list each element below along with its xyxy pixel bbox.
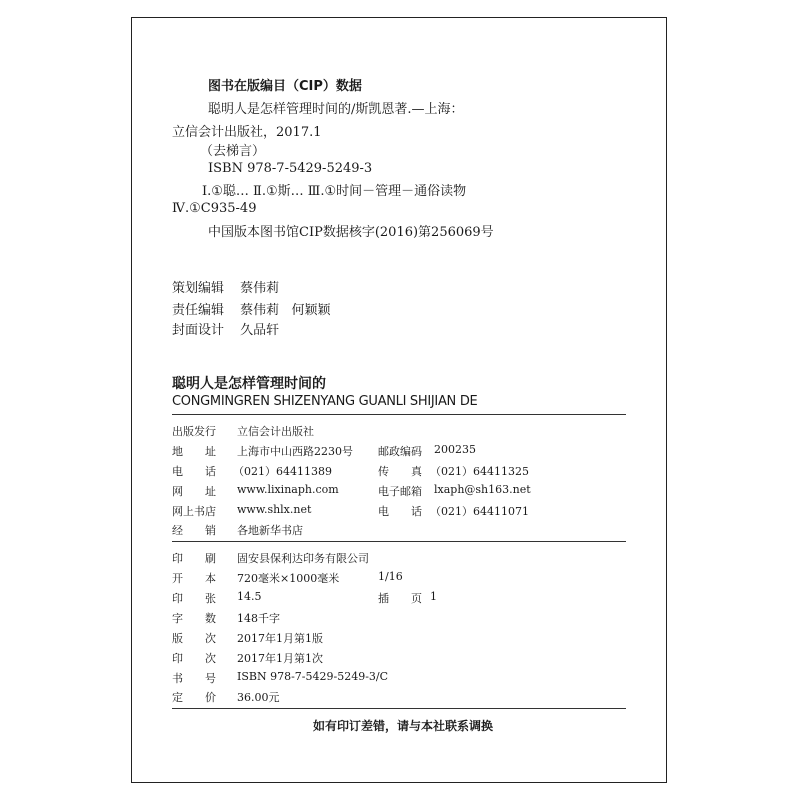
divider-top (172, 414, 626, 415)
editor-label: 策划编辑 (172, 281, 225, 296)
email-label: 电子邮箱 (378, 485, 422, 498)
online-store-label: 网上书店 (172, 505, 216, 518)
book-title-pinyin: CONGMINGREN SHIZENYANG GUANLI SHIJIAN DE (172, 394, 478, 409)
cip-line-2: 立信会计出版社，2017.1 (172, 125, 322, 140)
footer-notice: 如有印订差错，请与本社联系调换 (313, 719, 494, 733)
editor-label: 责任编辑 (172, 303, 225, 318)
insert-pages-value: 1 (430, 590, 437, 603)
editor-row-cover (172, 319, 279, 338)
postcode-value: 200235 (434, 443, 476, 456)
printing-value: 2017年1月第1次 (237, 652, 323, 665)
fax-value: （021）64411325 (430, 465, 529, 478)
book-title: 聪明人是怎样管理时间的 (172, 376, 326, 392)
isbn-label: 书 号 (172, 672, 216, 685)
publisher-label: 出版发行 (172, 425, 216, 438)
format-label: 开 本 (172, 572, 216, 585)
phone-label: 电 话 (172, 465, 216, 478)
editor-value: 久品轩 (240, 323, 280, 338)
cip-line-7: 中国版本图书馆CIP数据核字(2016)第256069号 (208, 225, 494, 240)
address-label: 地 址 (172, 445, 216, 458)
edition-label: 版 次 (172, 632, 216, 645)
insert-pages-label: 插 页 (378, 592, 422, 605)
website-label: 网 址 (172, 485, 216, 498)
fax-label: 传 真 (378, 465, 422, 478)
editor-row-responsible (172, 299, 331, 318)
cip-line-3: （去梯言） (200, 144, 266, 159)
address-value: 上海市中山西路2230号 (237, 445, 353, 458)
edition-value: 2017年1月第1版 (237, 632, 323, 645)
cip-line-4: ISBN 978-7-5429-5249-3 (208, 161, 373, 176)
postcode-label: 邮政编码 (378, 445, 422, 458)
online-store-value: www.shlx.net (237, 503, 312, 516)
format-value: 720毫米×1000毫米 (237, 572, 340, 585)
cip-line-5: Ⅰ.①聪… Ⅱ.①斯… Ⅲ.①时间－管理－通俗读物 (202, 184, 467, 199)
cip-line-6: Ⅳ.①C935-49 (172, 201, 257, 216)
editor-value: 蔡伟莉 何颖颖 (240, 303, 331, 318)
cip-heading: 图书在版编目（CIP）数据 (208, 79, 362, 94)
divider-middle (172, 541, 626, 542)
format-fraction: 1/16 (378, 570, 403, 583)
phone2-label: 电 话 (378, 505, 422, 518)
phone-value: （021）64411389 (233, 465, 332, 478)
editor-row-planning (172, 277, 279, 296)
word-count-value: 148千字 (237, 612, 280, 625)
phone2-value: （021）64411071 (430, 505, 529, 518)
editor-value: 蔡伟莉 (240, 281, 280, 296)
divider-bottom (172, 708, 626, 709)
editor-label: 封面设计 (172, 323, 225, 338)
distributor-label: 经 销 (172, 524, 216, 537)
price-label: 定 价 (172, 691, 216, 704)
distributor-value: 各地新华书店 (237, 524, 303, 537)
cip-line-1: 聪明人是怎样管理时间的/斯凯恩著.—上海： (208, 102, 464, 117)
printing-label: 印 次 (172, 652, 216, 665)
isbn-value: ISBN 978-7-5429-5249-3/C (237, 670, 389, 683)
printer-label: 印 刷 (172, 552, 216, 565)
website-value: www.lixinaph.com (237, 483, 339, 496)
price-value: 36.00元 (237, 691, 280, 704)
sheets-value: 14.5 (237, 590, 262, 603)
word-count-label: 字 数 (172, 612, 216, 625)
printer-value: 固安县保利达印务有限公司 (237, 552, 369, 565)
sheets-label: 印 张 (172, 592, 216, 605)
publisher-value: 立信会计出版社 (237, 425, 314, 438)
email-value: lxaph@sh163.net (434, 483, 531, 496)
